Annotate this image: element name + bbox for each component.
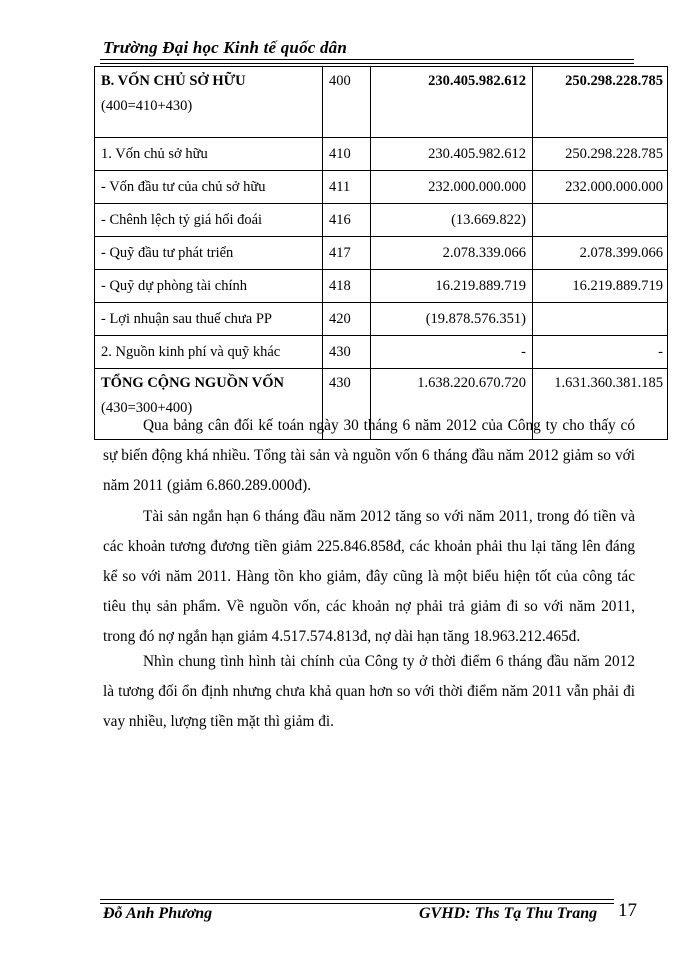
table-cell-value-2012: 230.405.982.612	[371, 67, 533, 138]
table-cell-value-2011: 16.219.889.719	[533, 270, 668, 303]
table-cell-value-2012: (13.669.822)	[371, 204, 533, 237]
table-cell-code: 416	[323, 204, 371, 237]
footer-divider	[100, 899, 614, 900]
page-header-title: Trường Đại học Kinh tế quốc dân	[103, 38, 348, 57]
header-divider	[100, 59, 634, 60]
table-cell-value-2012: 230.405.982.612	[371, 138, 533, 171]
table-cell-value-2012: -	[371, 336, 533, 369]
table-row	[95, 237, 668, 270]
footer-author: Đỗ Anh Phương	[103, 905, 213, 922]
table-cell-value-2012: 1.638.220.670.720	[371, 369, 533, 440]
table-cell-value-2011	[533, 303, 668, 336]
table-cell-code: 430	[323, 369, 371, 440]
analysis-paragraph-1: Qua bảng cân đối kế toán ngày 30 tháng 6 năm 2012 của Công ty cho thấy có sự biến động khá nhiều. Tổng tài sản và nguồn vốn 6 tháng đầu năm 2012 giảm so với năm 2011 (giảm 6.860.289.000đ).	[103, 417, 635, 494]
table-cell-code: 410	[323, 138, 371, 171]
table-cell-value-2011: -	[533, 336, 668, 369]
balance-sheet-table	[94, 66, 668, 440]
analysis-paragraph-2: Tài sản ngắn hạn 6 tháng đầu năm 2012 tăng so với năm 2011, trong đó tiền và các khoản tương đương tiền giảm 225.846.858đ, các khoản phải thu lại tăng lên đáng kể so với năm 2011. Hàng tồn kho giảm, đây cũng là một biểu hiện tốt của công tác tiêu thụ sản phẩm. Về nguồn vốn, các khoản nợ phải trả giảm đi so với năm 2011, trong đó nợ ngắn hạn giảm 4.517.574.813đ, nợ dài hạn tăng 18.963.212.465đ.	[103, 508, 635, 645]
table-row	[95, 270, 668, 303]
table-cell-code: 420	[323, 303, 371, 336]
table-cell-value-2011: 250.298.228.785	[533, 138, 668, 171]
table-row	[95, 204, 668, 237]
table-cell-item: - Chênh lệch tỷ giá hối đoái	[95, 204, 323, 237]
table-cell-item: 2. Nguồn kinh phí và quỹ khác	[95, 336, 323, 369]
table-cell-code: 418	[323, 270, 371, 303]
table-cell-code: 400	[323, 67, 371, 138]
header-divider	[100, 63, 634, 64]
footer-supervisor: GVHD: Ths Tạ Thu Trang	[419, 905, 598, 922]
table-cell-value-2011: 2.078.399.066	[533, 237, 668, 270]
table-cell-code: 417	[323, 237, 371, 270]
analysis-paragraph-3: Nhìn chung tình hình tài chính của Công ty ở thời điểm 6 tháng đầu năm 2012 là tương đối ổn định nhưng chưa khả quan hơn so với thời điểm năm 2011 vẫn phải đi vay nhiều, lượng tiền mặt thì giảm đi.	[103, 653, 635, 730]
table-cell-value-2011: 1.631.360.381.185	[533, 369, 668, 440]
table-cell-item: 1. Vốn chủ sở hữu	[95, 138, 323, 171]
table-cell-item: - Quỹ dự phòng tài chính	[95, 270, 323, 303]
table-row	[95, 138, 668, 171]
table-cell-value-2012: 2.078.339.066	[371, 237, 533, 270]
table-row	[95, 336, 668, 369]
table-cell-item: - Quỹ đầu tư phát triển	[95, 237, 323, 270]
table-cell-item: - Lợi nhuận sau thuế chưa PP	[95, 303, 323, 336]
table-cell-code: 411	[323, 171, 371, 204]
page-number: 17	[618, 900, 637, 921]
footer-divider	[100, 903, 614, 904]
table-cell-value-2011: 232.000.000.000	[533, 171, 668, 204]
table-cell-value-2012: (19.878.576.351)	[371, 303, 533, 336]
table-row	[95, 67, 668, 138]
table-cell-formula: (400=410+430)	[101, 98, 193, 114]
table-cell-value-2012: 232.000.000.000	[371, 171, 533, 204]
table-cell-code: 430	[323, 336, 371, 369]
table-cell-value-2012: 16.219.889.719	[371, 270, 533, 303]
table-cell-formula: (430=300+400)	[101, 400, 193, 416]
table-cell-item: TỔNG CỘNG NGUỒN VỐN (430=300+400)	[95, 369, 323, 440]
table-row	[95, 303, 668, 336]
table-cell-value-2011	[533, 204, 668, 237]
table-cell-value-2011: 250.298.228.785	[533, 67, 668, 138]
table-cell-item: - Vốn đầu tư của chủ sở hữu	[95, 171, 323, 204]
table-cell-item: B. VỐN CHỦ SỞ HỮU (400=410+430)	[95, 67, 323, 138]
table-row	[95, 171, 668, 204]
